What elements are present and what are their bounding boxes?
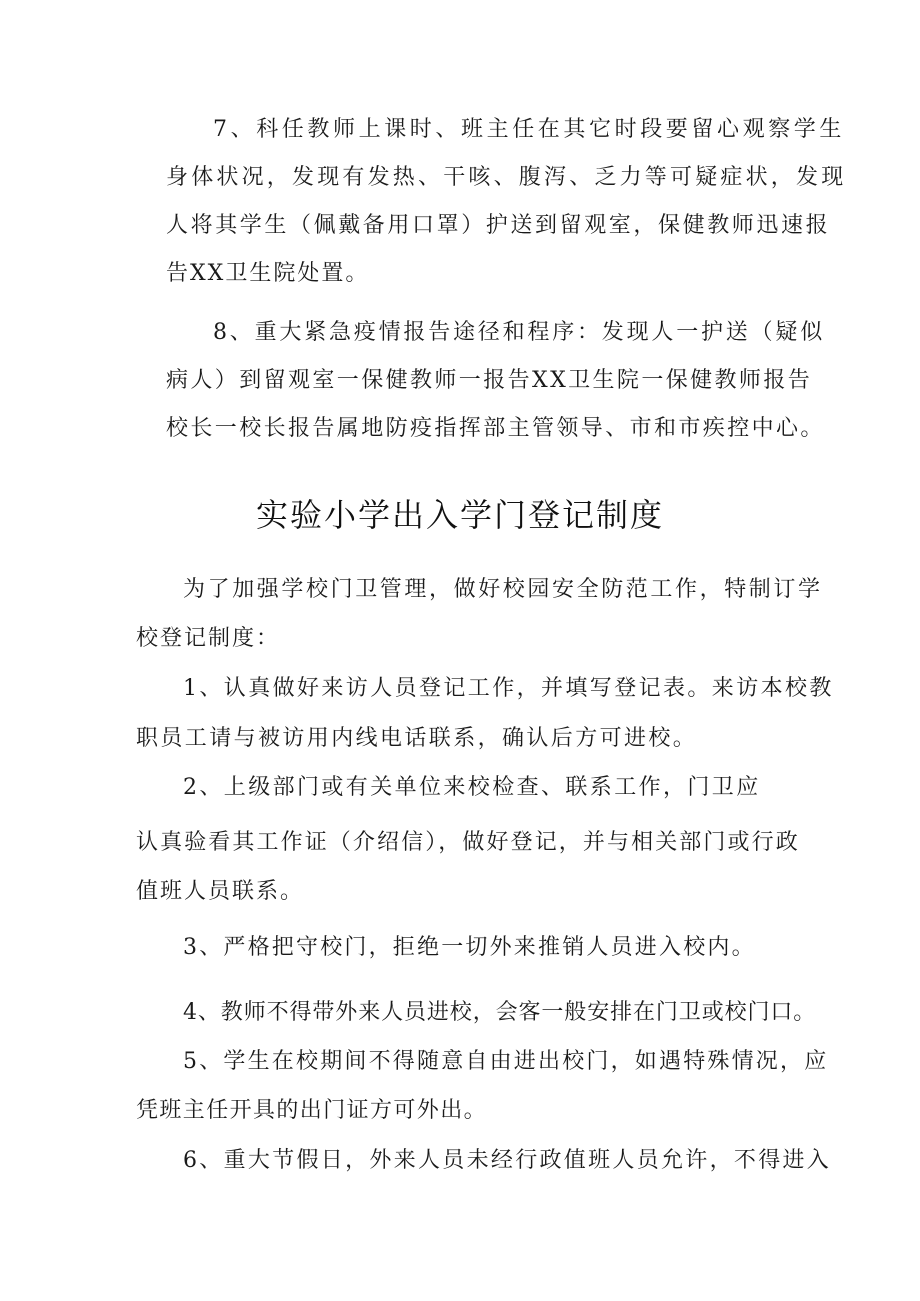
item7-line3: 人将其学生（佩戴备用口罩）护送到留观室，保健教师迅速报: [166, 213, 831, 238]
rule1-line1: 1、认真做好来访人员登记工作，并填写登记表。来访本校教: [183, 676, 834, 701]
rule5-line1: 5、学生在校期间不得随意自由进出校门，如遇特殊情况，应: [183, 1049, 829, 1074]
item8-line3: 校长一校长报告属地防疫指挥部主管领导、市和市疾控中心。: [166, 416, 825, 441]
item7-line4: 告XX卫生院处置。: [166, 261, 370, 286]
rule2-line2: 认真验看其工作证（介绍信），做好登记，并与相关部门或行政: [136, 830, 800, 855]
intro-line1: 为了加强学校门卫管理，做好校园安全防范工作，特制订学: [183, 577, 823, 602]
rule6-line1: 6、重大节假日，外来人员未经行政值班人员允许，不得进入: [183, 1148, 832, 1173]
item8-line2: 病人）到留观室一保健教师一报告XX卫生院一保健教师报告: [166, 368, 813, 393]
item7-line2: 身体状况，发现有发热、干咳、腹泻、乏力等可疑症状，发现: [166, 165, 847, 190]
rule2-line3: 值班人员联系。: [136, 879, 305, 904]
intro-line2: 校登记制度：: [136, 626, 281, 651]
section-title: 实验小学出入学门登记制度: [255, 496, 664, 534]
rule4: 4、教师不得带外来人员进校，会客一般安排在门卫或校门口。: [183, 1000, 817, 1025]
rule3: 3、严格把守校门，拒绝一切外来推销人员进入校内。: [183, 935, 756, 960]
rule1-line2: 职员工请与被访用内线电话联系，确认后方可进校。: [136, 726, 698, 751]
item8-line1: 8、重大紧急疫情报告途径和程序：发现人一护送（疑似: [213, 320, 825, 345]
item7-line1: 7、科任教师上课时、班主任在其它时段要留心观察学生: [213, 117, 845, 142]
rule5-line2: 凭班主任开具的出门证方可外出。: [136, 1098, 488, 1123]
rule2-line1: 2、上级部门或有关单位来校检查、联系工作，门卫应: [183, 775, 761, 800]
